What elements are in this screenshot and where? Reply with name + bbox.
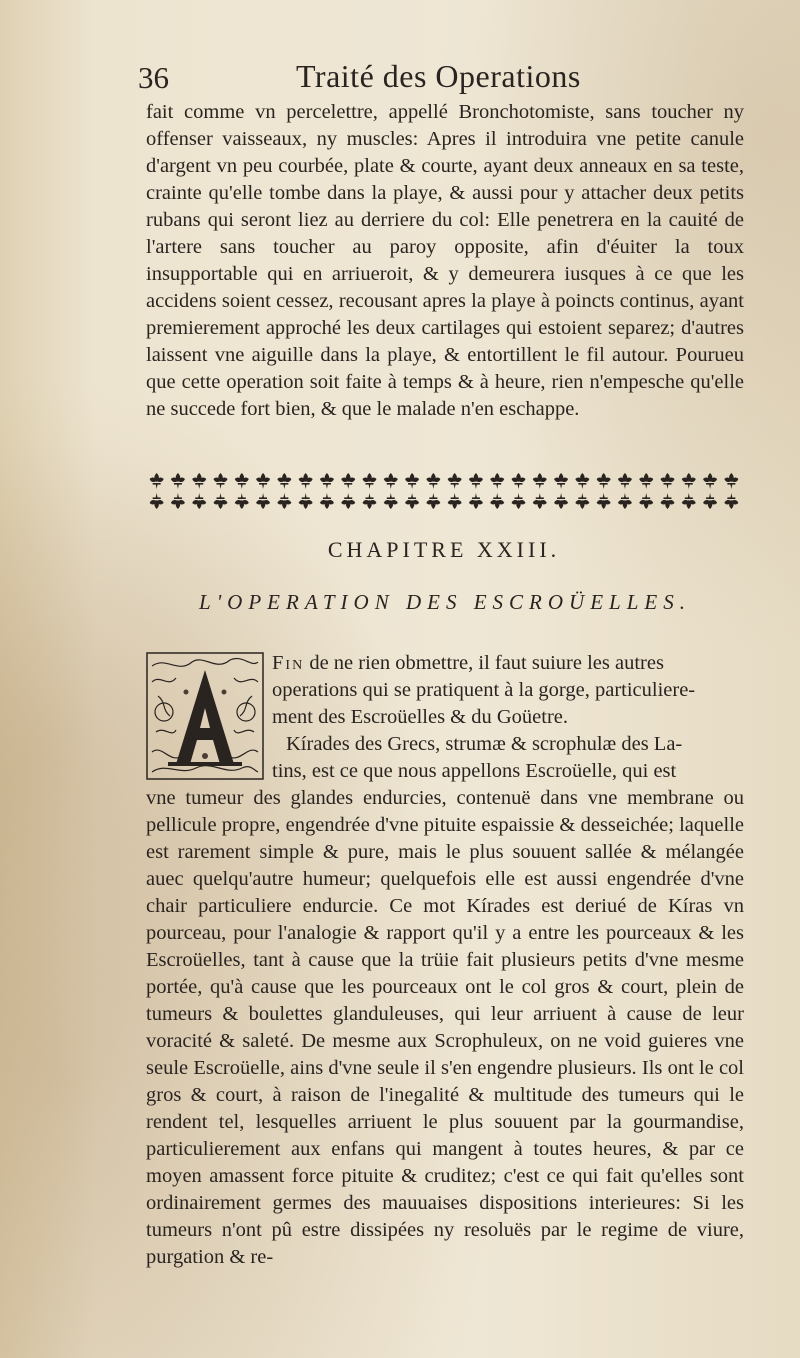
page-number: 36 [138,60,169,95]
intro-line-1 [272,650,744,677]
intro-line-2: operations qui se pratiquent à la gorge, particuliere- [272,679,696,701]
top-paragraph [146,99,744,423]
top-paragraph-text: fait comme vn percelettre, appellé Bronchotomiste, sans toucher ny offenser vaisseaux, ny muscles: Apres il introduira vne petite canule d'argent vn peu courbée, plate & courte, ayant deux anneaux en sa teste, crainte qu'elle tombe dans la playe, & aussi pour y attacher deux petits rubans qui seront liez au derriere du col: Elle penetrera en la cauité de l'artere sans toucher au paroy opposite, afin d'éuiter la toux insupportable qui en arriueroit, & y demeurera iusques à ce que les accidens soient cessez, recousant apres la playe à poincts continus, ayant premierement approché les deux cartilages qui estoient separez; d'autres laissent vne aiguille dans la playe, & entortillent le fil autour. Pourueu que cette operation soit faite à temps & à heure, rien n'empesche qu'elle ne succede fort bien, & que le malade n'en eschappe. [146,101,744,420]
chapter-intro-lines [272,650,744,785]
main-paragraph [146,785,744,1271]
fleuron-band-icon [146,468,742,514]
historiated-initial-a-icon [146,652,264,780]
page-header [138,58,748,98]
intro-line-4: Kírades des Grecs, strumæ & scrophulæ des La- [286,733,683,755]
chapter-heading: CHAPITRE XXIII. [327,537,561,562]
intro-line-1-rest: de ne rien obmettre, il faut suiure les autres [304,652,664,674]
chapter-subtitle: L'OPERATION DES ESCROÜELLES. [199,590,691,614]
main-paragraph-text: vne tumeur des glandes endurcies, contenuë dans vne membrane ou pellicule propre, engendrée d'vne pituite espaissie & desseichée; laquelle est rarement simple & pure, mais le plus souuent sallée & mélangée auec quelqu'autre humeur; quelquefois elle est aussi engendrée d'vne chair particuliere endurcie. Ce mot Kírades est deriué de Kíras vn pourceau, pour l'analogie & rapport qu'il y a entre les pourceaux & les Escroüelles, tant à cause que la trüie fait plusieurs petits d'vne mesme portée, qu'à cause que les pourceaux ont le col gros & court, plein de tumeurs & boulettes glanduleuses, qui leur arriuent à cause de leur voracité & saleté. De mesme aux Scrophuleux, on ne void guieres vne seule Escroüelle, ains d'vne seule il s'en engendre plusieurs. Ils ont le col gros & court, à raison de l'inegalité & multitude des tumeurs qui le rendent tel, lesquelles arriuent le plus souuent par la gourmandise, particulierement aux enfans qui mangent à toutes heures, & par ce moyen amassent force pituite & cruditez; c'est ce qui fait qu'elles sont ordinairement germes des mauuaises dispositions interieures: Si les tumeurs n'ont pû estre dissipées ny resoluës par le regime de viure, purgation & re- [146,787,744,1268]
running-title: Traité des Operations [296,58,581,94]
intro-line-5: tins, est ce que nous appellons Escroüelle, qui est [272,760,677,782]
intro-first-word: Fin [272,652,305,674]
intro-line-3: ment des Escroüelles & du Goüetre. [272,706,569,728]
